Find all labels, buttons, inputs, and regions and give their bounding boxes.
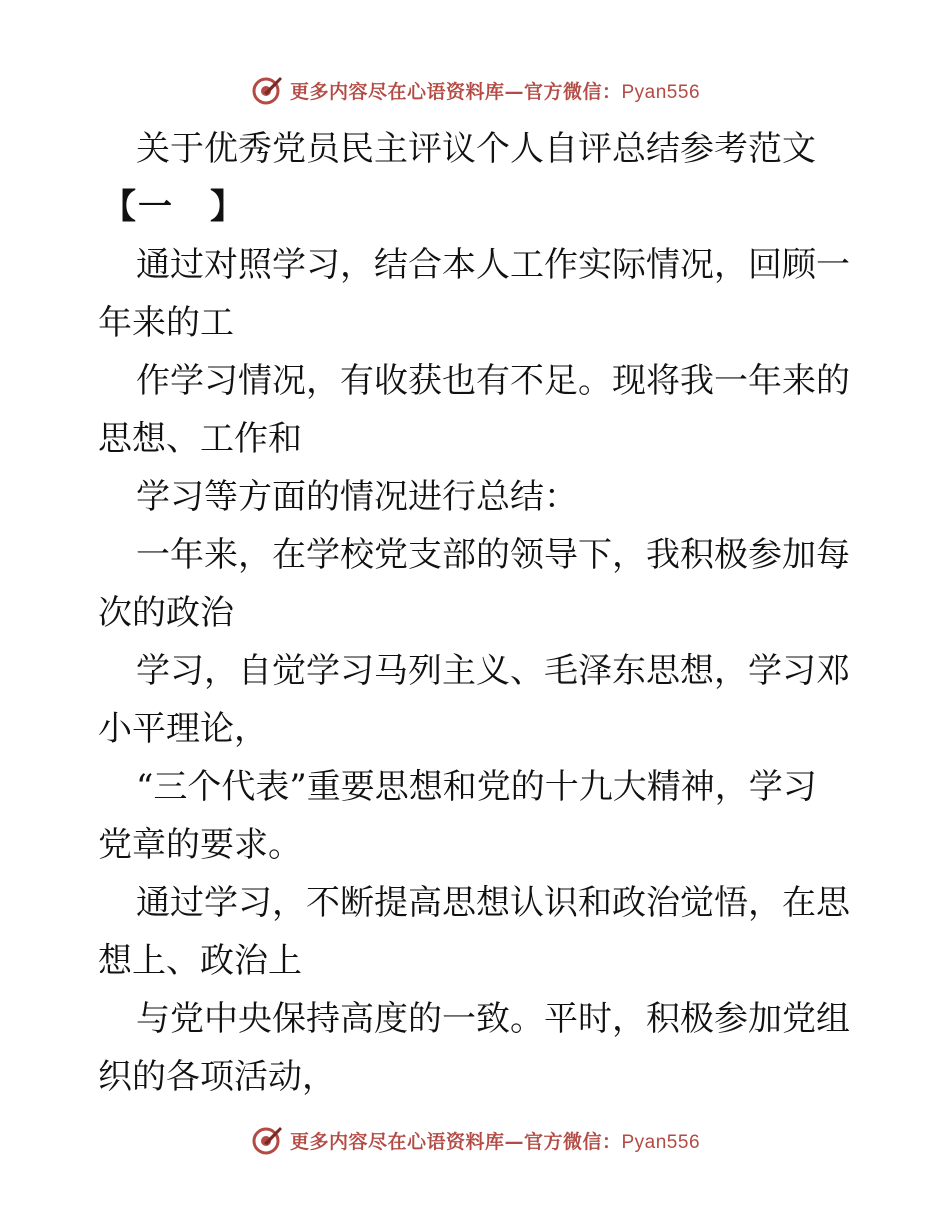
paragraph-line: “三个代表”重要思想和党的十九大精神，学习 — [136, 767, 817, 807]
paragraph-line: 想上、政治上 — [98, 941, 302, 981]
header-watermark-banner — [0, 70, 950, 110]
paragraph-line: 学习，自觉学习马列主义、毛泽东思想，学习邓 — [136, 651, 850, 691]
paragraph-line: 通过学习，不断提高思想认识和政治觉悟，在思 — [136, 883, 850, 923]
paragraph-line: 次的政治 — [98, 593, 234, 633]
wechat-id: Pyan556 — [621, 81, 701, 103]
quill-seal-icon — [250, 73, 284, 107]
footer-watermark-banner — [0, 1120, 950, 1160]
paragraph-line: 与党中央保持高度的一致。平时，积极参加党组 — [136, 999, 850, 1039]
paragraph-line: 一年来，在学校党支部的领导下，我积极参加每 — [136, 535, 850, 575]
paragraph-line: 党章的要求。 — [98, 825, 302, 865]
quill-seal-icon — [250, 1123, 284, 1157]
document-body — [98, 120, 858, 1106]
paragraph-line: 作学习情况，有收获也有不足。现将我一年来的 — [136, 361, 850, 401]
banner-text: 更多内容尽在心语资料库—官方微信：Pyan556 — [289, 1130, 701, 1153]
paragraph-line: 通过对照学习，结合本人工作实际情况，回顾一 — [136, 245, 850, 285]
banner-text: 更多内容尽在心语资料库—官方微信：Pyan556 — [289, 80, 701, 103]
document-title: 关于优秀党员民主评议个人自评总结参考范文 — [136, 129, 816, 169]
paragraph-line: 织的各项活动， — [98, 1057, 336, 1097]
section-label: 【一 】 — [102, 187, 246, 227]
wechat-id: Pyan556 — [621, 1131, 701, 1153]
paragraph-line: 年来的工 — [98, 303, 234, 343]
paragraph-line: 思想、工作和 — [98, 419, 302, 459]
paragraph-line: 学习等方面的情况进行总结： — [136, 477, 578, 517]
paragraph-line: 小平理论， — [98, 709, 268, 749]
